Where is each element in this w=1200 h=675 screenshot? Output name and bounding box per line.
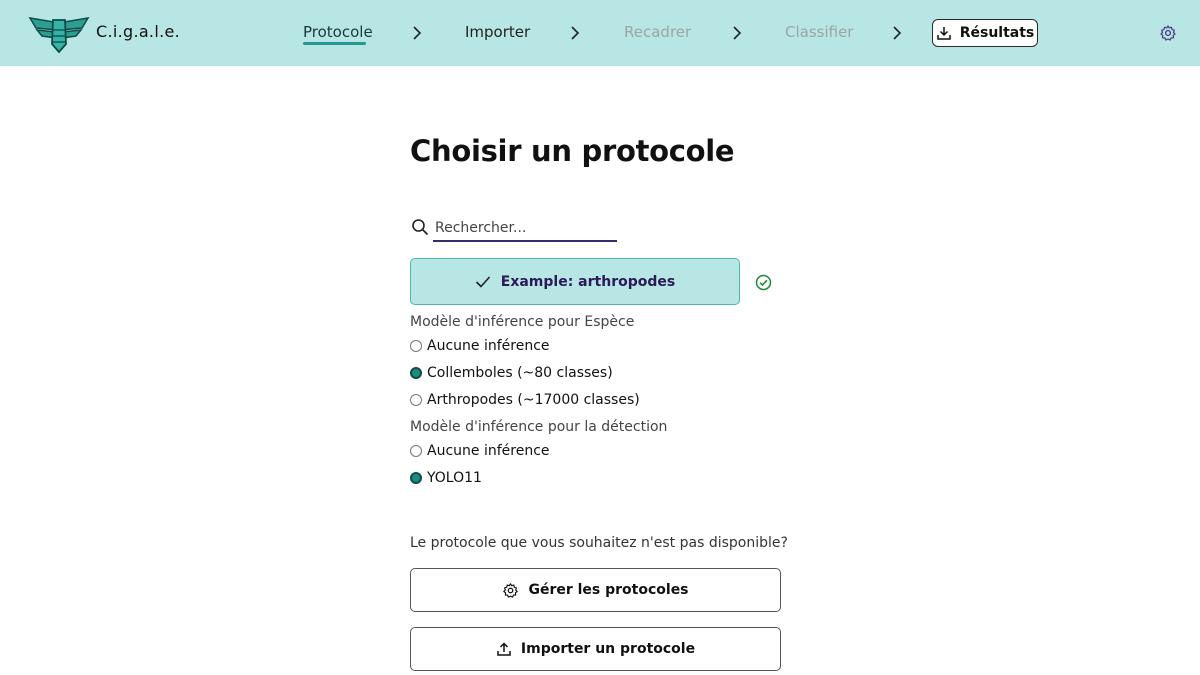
import-protocol-button[interactable] xyxy=(410,627,781,671)
radio-button[interactable] xyxy=(410,340,422,352)
page-title: Choisir un protocole xyxy=(410,134,735,168)
manage-protocols-label: Gérer les protocoles xyxy=(528,582,689,598)
manage-protocols-button[interactable] xyxy=(410,568,781,612)
unavailable-text: Le protocole que vous souhaitez n'est pas disponible? xyxy=(410,535,788,551)
radio-label: YOLO11 xyxy=(427,470,482,486)
upload-icon xyxy=(496,641,512,657)
radio-species-arthropodes[interactable] xyxy=(410,390,640,410)
step-recadrer: Recadrer xyxy=(624,23,692,41)
radio-button-checked[interactable] xyxy=(410,472,422,484)
download-icon xyxy=(936,25,952,41)
gear-icon xyxy=(502,582,519,599)
radio-label: Aucune inférence xyxy=(427,338,550,354)
radio-label: Collemboles (~80 classes) xyxy=(427,365,613,381)
radio-button-checked[interactable] xyxy=(410,367,422,379)
detection-model-label: Modèle d'inférence pour la détection xyxy=(410,419,668,435)
step-classifier: Classifier xyxy=(785,23,854,41)
results-button[interactable] xyxy=(932,19,1038,47)
check-icon xyxy=(475,275,491,289)
chevron-right-icon xyxy=(412,26,422,40)
active-step-underline xyxy=(303,42,366,45)
top-bar xyxy=(0,0,1200,66)
chevron-right-icon xyxy=(570,26,580,40)
protocol-card-selected[interactable] xyxy=(410,258,740,305)
radio-button[interactable] xyxy=(410,394,422,406)
radio-detection-yolo11[interactable] xyxy=(410,468,482,488)
step-protocole[interactable]: Protocole xyxy=(303,23,373,41)
radio-detection-none[interactable] xyxy=(410,441,550,461)
radio-button[interactable] xyxy=(410,445,422,457)
radio-label: Arthropodes (~17000 classes) xyxy=(427,392,640,408)
check-circle-icon xyxy=(755,274,772,291)
app-name: C.i.g.a.l.e. xyxy=(96,22,180,41)
chevron-right-icon xyxy=(892,26,902,40)
results-label: Résultats xyxy=(959,25,1035,41)
gear-icon[interactable] xyxy=(1159,24,1177,42)
step-importer[interactable]: Importer xyxy=(465,23,531,41)
import-protocol-label: Importer un protocole xyxy=(520,641,696,657)
search-input[interactable] xyxy=(433,218,617,242)
cicada-logo-icon[interactable] xyxy=(28,14,90,54)
radio-species-none[interactable] xyxy=(410,336,550,356)
chevron-right-icon xyxy=(732,26,742,40)
protocol-name: Example: arthropodes xyxy=(500,273,676,290)
species-model-label: Modèle d'inférence pour Espèce xyxy=(410,314,635,330)
radio-species-collemboles[interactable] xyxy=(410,363,613,383)
radio-label: Aucune inférence xyxy=(427,443,550,459)
search-icon xyxy=(411,218,429,236)
